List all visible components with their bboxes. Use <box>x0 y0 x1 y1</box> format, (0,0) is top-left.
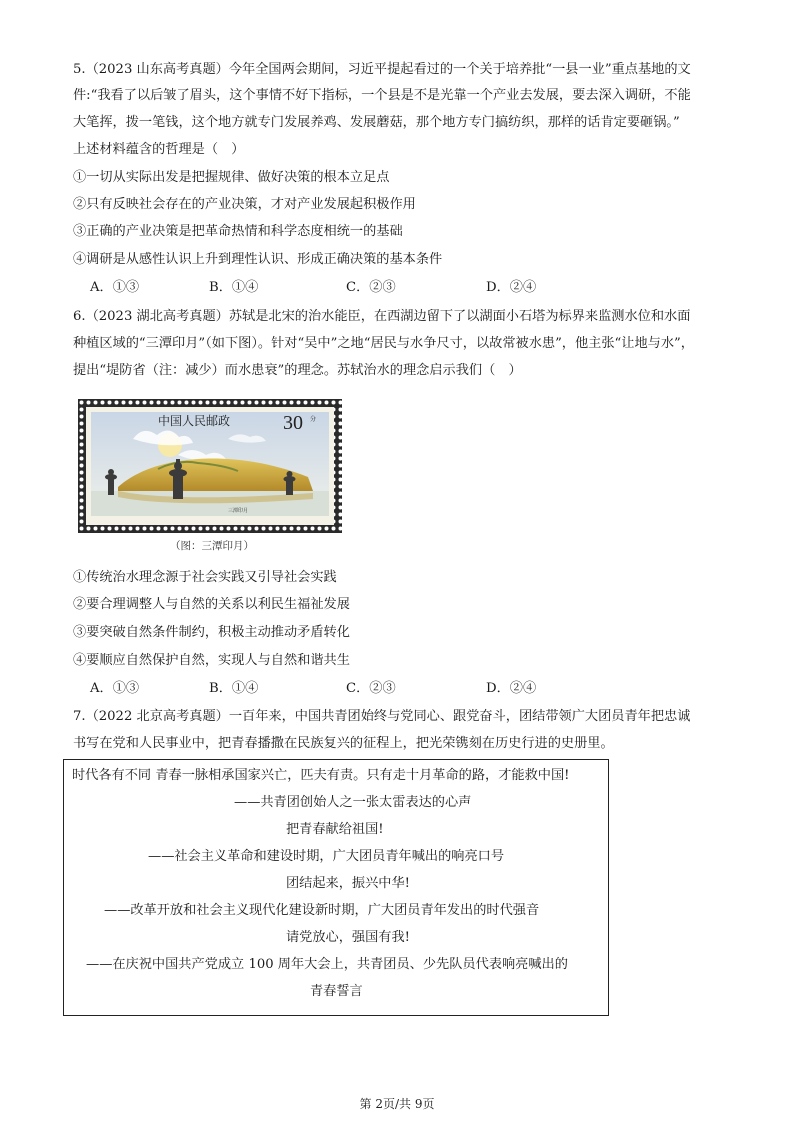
q7-stem-line: 书写在党和人民事业中，把青春播撒在民族复兴的征程上，把光荣镌刻在历史行进的史册里。 <box>73 736 614 751</box>
q6-stem-line: 6.（2023 湖北高考真题）苏轼是北宋的治水能臣，在西湖边留下了以湖面小石塔为标界来监测水位和水面 <box>73 309 691 324</box>
quote-attribution: ——共青团创始人之一张太雷表达的心声 <box>234 795 472 810</box>
quote-box <box>63 759 609 1016</box>
q5-option-c: C．②③ <box>346 280 396 295</box>
figure-caption: （图：三潭印月） <box>170 540 254 552</box>
q5-option-d: D．②④ <box>486 280 537 295</box>
stamp-title: 中国人民邮政 <box>158 414 231 428</box>
quote-line: 时代各有不同 青春一脉相承国家兴亡，匹夫有责。只有走十月革命的路，才能救中国! <box>72 768 570 783</box>
q6-stem-line: 种植区域的“三潭印月”（如下图）。针对“吴中”之地“居民与水争尺寸，以故常被水患”，他主张“让地与水”， <box>73 336 694 351</box>
q7-stem-line: 7.（2022 北京高考真题）一百年来，中国共青团始终与党同心、跟党奋斗，团结带领广大团员青年把忠诚 <box>73 709 691 724</box>
q5-statement-2: ②只有反映社会存在的产业决策，才对产业发展起积极作用 <box>73 197 416 212</box>
q6-option-a: A．①③ <box>90 681 140 696</box>
quote-attribution: ——改革开放和社会主义现代化建设新时期，广大团员青年发出的时代强音 <box>104 903 540 918</box>
q5-stem-line: 上述材料蕴含的哲理是（ ） <box>73 142 245 157</box>
q6-statement-1: ①传统治水理念源于社会实践又引导社会实践 <box>73 570 337 585</box>
stamp-image <box>78 399 342 533</box>
quote-line: 青春誓言 <box>310 984 363 999</box>
q5-stem-line: 件:“我看了以后皱了眉头，这个事情不好下指标，一个县是不是光靠一个产业去发展，要去深入调研，不能 <box>73 88 691 103</box>
q6-option-b: B．①④ <box>209 681 259 696</box>
q6-option-c: C．②③ <box>346 681 396 696</box>
q5-stem-line: 大笔挥，拨一笔钱，这个地方就专门发展养鸡、发展蘑菇，那个地方专门搞纺织，那样的话肯定要砸锅。” <box>73 115 680 130</box>
stamp-unit: 分 <box>310 416 317 423</box>
q5-statement-3: ③正确的产业决策是把革命热情和科学态度相统一的基础 <box>73 224 403 239</box>
stamp-value: 30 <box>283 412 303 434</box>
q5-stem-line: 5.（2023 山东高考真题）今年全国两会期间，习近平提起看过的一个关于培养批“一县一业”重点基地的文 <box>73 62 691 77</box>
q6-statement-2: ②要合理调整人与自然的关系以利民生福祉发展 <box>73 597 350 612</box>
q5-option-a: A．①③ <box>90 280 140 295</box>
q6-stem-line: 提出“堤防省（注：减少）而水患衰”的理念。苏轼治水的理念启示我们（ ） <box>73 363 522 378</box>
stamp-name: 三潭印月 <box>228 508 249 514</box>
q6-statement-3: ③要突破自然条件制约，积极主动推动矛盾转化 <box>73 625 350 640</box>
page-footer: 第 2页/共 9页 <box>359 1097 435 1111</box>
quote-line: 请党放心，强国有我! <box>286 930 410 945</box>
quote-line: 把青春献给祖国! <box>286 822 384 837</box>
q5-statement-4: ④调研是从感性认识上升到理性认识、形成正确决策的基本条件 <box>73 252 443 267</box>
q5-option-b: B．①④ <box>209 280 259 295</box>
q6-option-d: D．②④ <box>486 681 537 696</box>
quote-attribution: ——社会主义革命和建设时期，广大团员青年喊出的响亮口号 <box>148 849 505 864</box>
quote-attribution: ——在庆祝中国共产党成立 100 周年大会上，共青团员、少先队员代表响亮喊出的 <box>86 957 568 972</box>
q6-statement-4: ④要顺应自然保护自然，实现人与自然和谐共生 <box>73 653 350 668</box>
quote-line: 团结起来，振兴中华! <box>286 876 410 891</box>
q5-statement-1: ①一切从实际出发是把握规律、做好决策的根本立足点 <box>73 170 390 185</box>
